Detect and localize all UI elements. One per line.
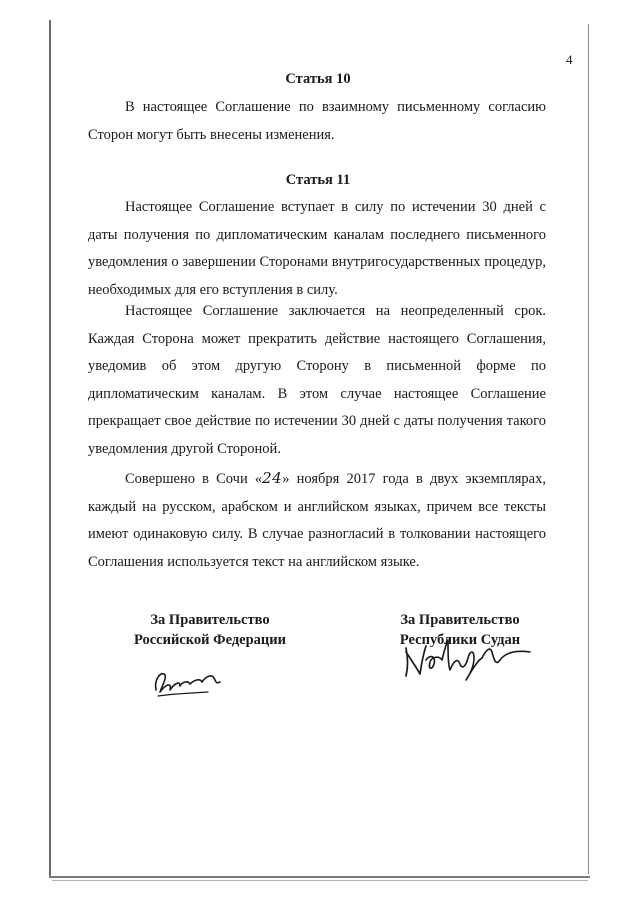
article-10-heading: Статья 10 <box>285 71 351 87</box>
signatory-russia <box>110 610 310 650</box>
closing-paragraph <box>88 465 546 576</box>
closing-text-end: » ноября 2017 года в двух экземплярах, каждый на русском, арабском и английском языках, причем все тексты имеют одинаковую силу. В случае разногласий в толковании настоящего Соглашения используется текст на английском языке. <box>88 471 546 570</box>
article-11-paragraph-2 <box>88 298 546 463</box>
scan-border-bottom <box>49 876 590 878</box>
article-11-heading: Статья 11 <box>285 172 351 188</box>
scan-border-right <box>588 24 589 874</box>
scan-border-bottom-inner <box>52 880 588 881</box>
closing-text-start: Совершено в Сочи « <box>125 471 263 487</box>
signatory-russia-line1: За Правительство <box>150 612 270 628</box>
signatory-sudan-line1: За Правительство <box>400 612 520 628</box>
scan-border-left <box>49 20 51 878</box>
handwritten-day: 24 <box>262 469 283 487</box>
signature-russia-image <box>150 660 230 702</box>
article-11-paragraph-2-text: Настоящее Соглашение заключается на неопределенный срок. Каждая Сторона может прекратить действие настоящего Соглашения, уведомив об этом другую Сторону в письменной форме по дипломатическим каналам. В этом случае настоящее Соглашение прекращает свое действие по истечении 30 дней с даты получения такого уведомления другой Стороной. <box>88 303 546 457</box>
signatory-russia-line2: Российской Федерации <box>133 632 286 648</box>
article-11-paragraph-1 <box>88 194 546 304</box>
article-10-paragraph <box>88 94 546 149</box>
signatory-sudan-line2: Республики Судан <box>399 632 521 648</box>
article-10-text: В настоящее Соглашение по взаимному письменному согласию Сторон могут быть внесены изменения. <box>88 99 546 143</box>
article-11-paragraph-1-text: Настоящее Соглашение вступает в силу по истечении 30 дней с даты получения по дипломатическим каналам последнего письменного уведомления о завершении Сторонами внутригосударственных процедур, необходимых для его вступления в силу. <box>88 199 546 298</box>
signature-sudan-image <box>396 630 536 684</box>
page-number: 4 <box>566 52 573 67</box>
